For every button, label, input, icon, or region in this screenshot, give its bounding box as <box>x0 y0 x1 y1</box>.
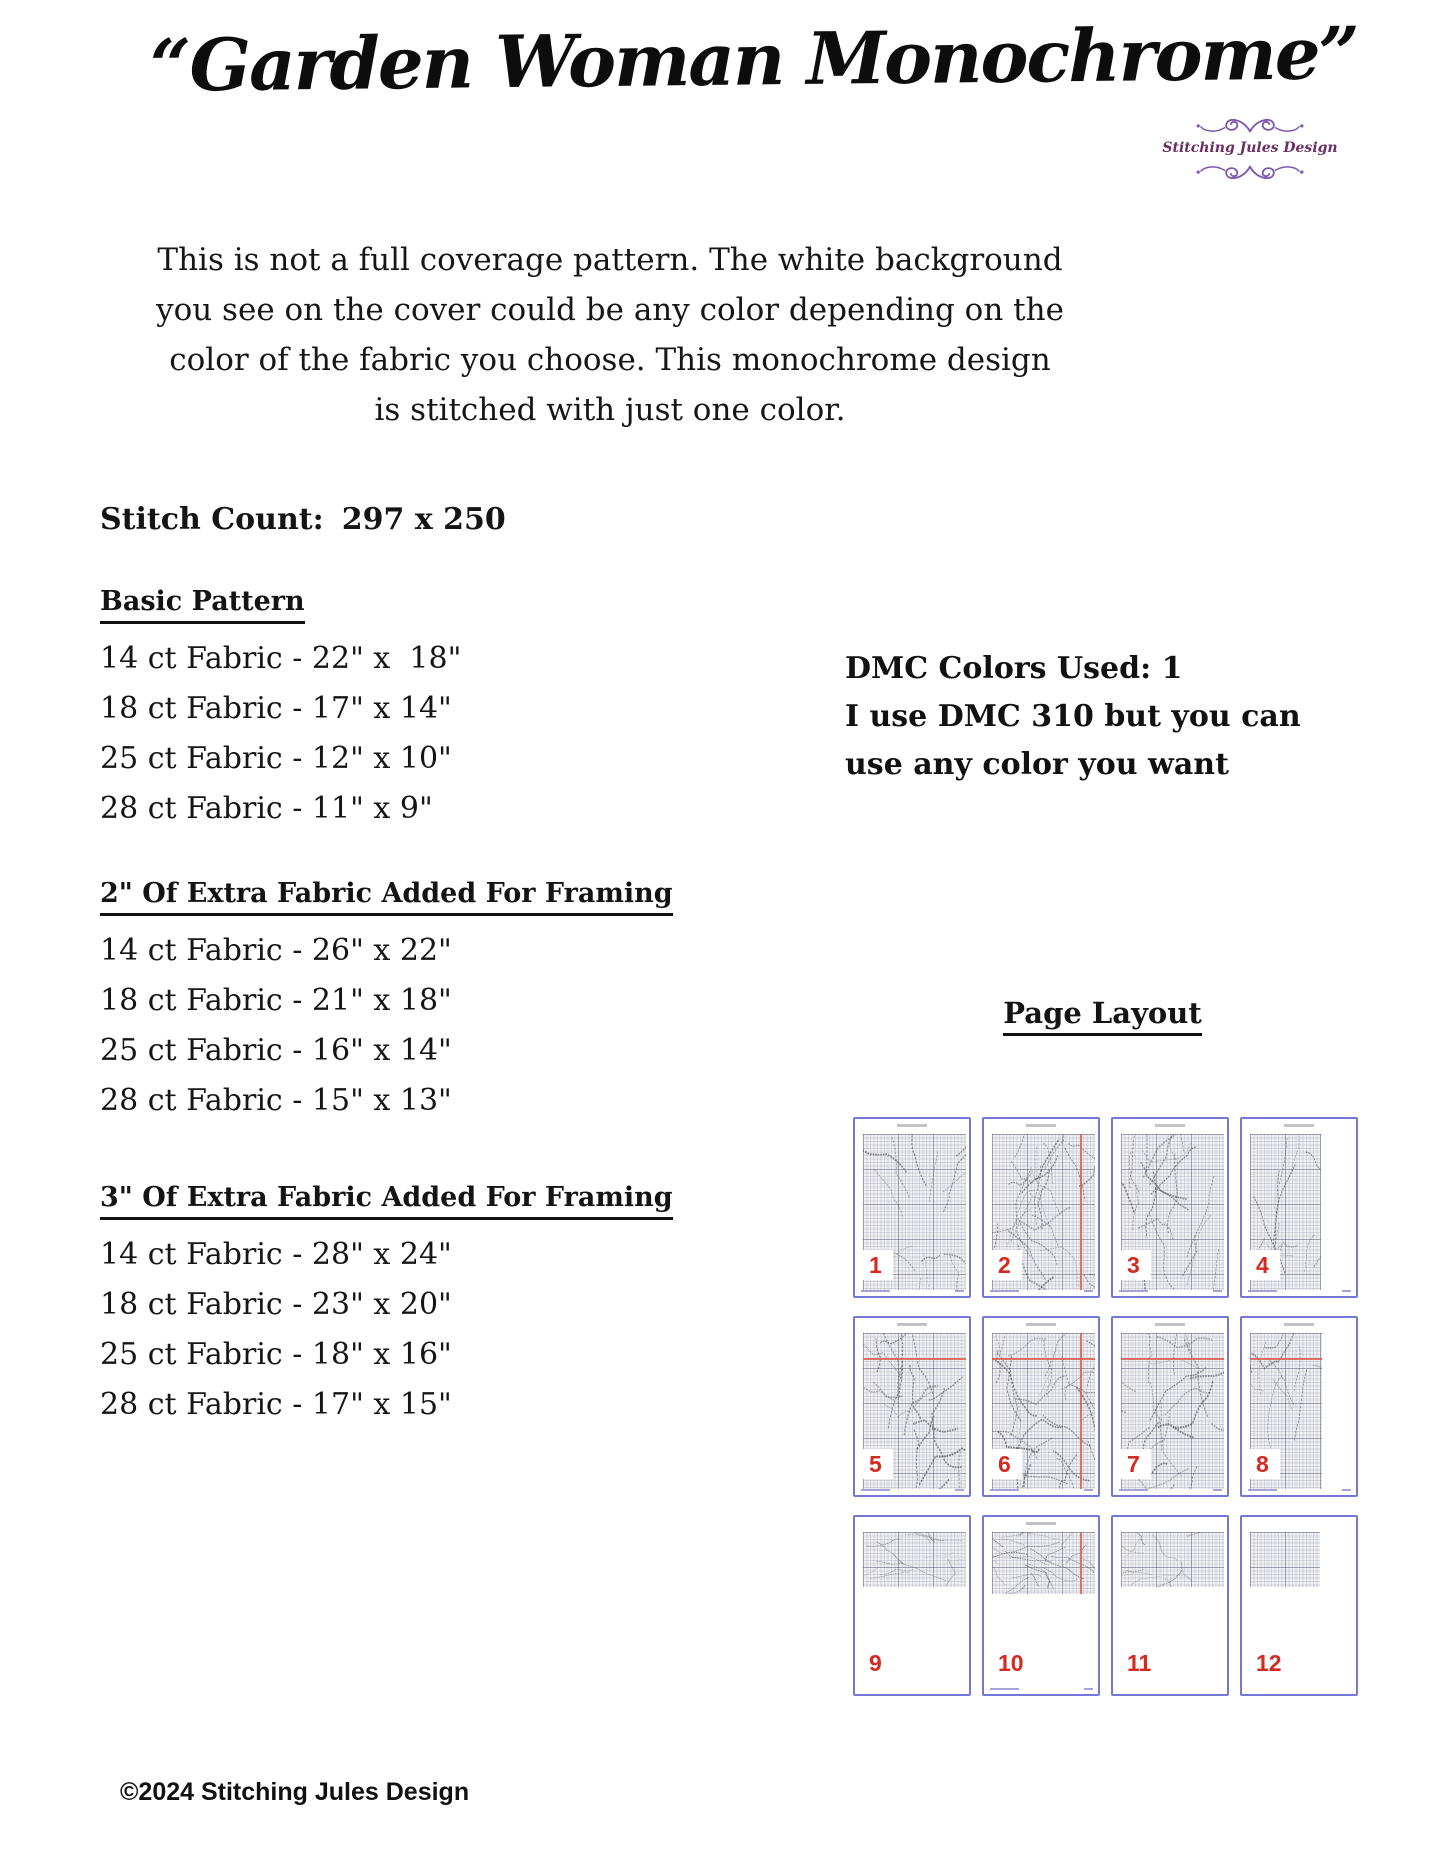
section-heading: 2" Of Extra Fabric Added For Framing <box>100 877 673 916</box>
fabric-size-list <box>100 926 673 1126</box>
fabric-size-row: 14 ct Fabric - 28" x 24" <box>100 1236 452 1272</box>
section-3in-framing <box>100 1181 673 1430</box>
dmc-note-line: I use DMC 310 but you can <box>845 699 1301 734</box>
thumb-footer-page <box>1342 1290 1351 1292</box>
dmc-note-line: use any color you want <box>845 747 1229 782</box>
fabric-size-row: 18 ct Fabric - 23" x 20" <box>100 1286 452 1322</box>
page-thumbnail <box>982 1316 1100 1497</box>
page-number: 10 <box>992 1648 1035 1678</box>
thumb-footer-page <box>1084 1489 1093 1491</box>
thumb-header-text <box>1284 1323 1314 1326</box>
fabric-size-row: 25 ct Fabric - 12" x 10" <box>100 740 452 776</box>
stitch-sketch <box>863 1532 966 1587</box>
intro-line: you see on the cover could be any color depending on the <box>156 292 1064 328</box>
thumb-header-text <box>1284 1124 1314 1127</box>
stitch-count-value: 297 x 250 <box>341 502 506 537</box>
stitch-count <box>100 502 506 537</box>
intro-line: This is not a full coverage pattern. The white background <box>157 242 1063 278</box>
page-number: 5 <box>863 1449 893 1479</box>
thumb-footer-page <box>955 1290 964 1292</box>
fabric-size-row: 25 ct Fabric - 16" x 14" <box>100 1032 452 1068</box>
page-number: 4 <box>1250 1250 1280 1280</box>
fabric-size-row: 28 ct Fabric - 11" x 9" <box>100 790 433 826</box>
page-number: 7 <box>1121 1449 1151 1479</box>
thumb-header-text <box>1155 1323 1185 1326</box>
thumb-header-text <box>1155 1124 1185 1127</box>
thumb-footer-text <box>990 1489 1020 1491</box>
page-layout-heading: Page Layout <box>1003 995 1202 1036</box>
fabric-size-row: 28 ct Fabric - 17" x 15" <box>100 1386 452 1422</box>
page-number: 12 <box>1250 1648 1293 1678</box>
page-thumbnail <box>853 1316 971 1497</box>
pattern-grid <box>992 1532 1095 1594</box>
red-centerline-h <box>1250 1358 1322 1360</box>
page-thumbnail <box>853 1515 971 1696</box>
dmc-colors-note <box>845 645 1365 789</box>
thumb-footer-text <box>861 1489 891 1491</box>
page-number: 3 <box>1121 1250 1151 1280</box>
fabric-size-list <box>100 1230 673 1430</box>
page-thumbnail <box>853 1117 971 1298</box>
fabric-size-list <box>100 634 461 834</box>
thumb-footer-text <box>1119 1489 1149 1491</box>
thumb-header-text <box>1026 1124 1056 1127</box>
page-layout-heading-wrap <box>845 995 1360 1036</box>
red-centerline-v <box>1080 1532 1082 1594</box>
red-centerline-h <box>863 1358 966 1360</box>
stitch-sketch <box>992 1532 1095 1594</box>
brand-name: Stitching Jules Design <box>1162 140 1338 156</box>
page-title: “Garden Woman Monochrome” <box>149 10 1359 108</box>
section-2in-framing <box>100 877 673 1126</box>
intro-line: is stitched with just one color. <box>374 392 846 428</box>
thumb-header-text <box>897 1124 927 1127</box>
page-thumbnail <box>1240 1316 1358 1497</box>
fabric-size-row: 18 ct Fabric - 21" x 18" <box>100 982 452 1018</box>
fabric-size-row: 25 ct Fabric - 18" x 16" <box>100 1336 452 1372</box>
page-number: 6 <box>992 1449 1022 1479</box>
page-thumbnail <box>1111 1515 1229 1696</box>
thumb-footer-text <box>1248 1290 1278 1292</box>
dmc-note-line: DMC Colors Used: 1 <box>845 651 1183 686</box>
page-number: 2 <box>992 1250 1022 1280</box>
thumb-footer-text <box>990 1688 1020 1690</box>
thumb-header-text <box>1026 1323 1056 1326</box>
brand-logo <box>1158 110 1342 188</box>
thumb-header-text <box>897 1323 927 1326</box>
page-thumbnail <box>1111 1316 1229 1497</box>
red-centerline-h <box>1121 1358 1224 1360</box>
fabric-size-row: 18 ct Fabric - 17" x 14" <box>100 690 452 726</box>
intro-paragraph <box>115 235 1105 435</box>
section-basic-pattern <box>100 585 461 834</box>
red-centerline-v <box>1080 1134 1082 1290</box>
stitch-sketch <box>1121 1532 1224 1587</box>
page-layout-grid <box>853 1117 1358 1696</box>
flourish-icon-bottom <box>1190 158 1310 188</box>
thumb-footer-text <box>861 1290 891 1292</box>
fabric-size-row: 14 ct Fabric - 26" x 22" <box>100 932 452 968</box>
copyright-footer: ©2024 Stitching Jules Design <box>120 1778 470 1806</box>
red-centerline-h <box>992 1358 1095 1360</box>
pattern-grid <box>1121 1532 1224 1587</box>
thumb-footer-page <box>1084 1290 1093 1292</box>
intro-line: color of the fabric you choose. This monochrome design <box>169 342 1051 378</box>
stitch-count-label: Stitch Count: <box>100 502 324 537</box>
fabric-size-row: 28 ct Fabric - 15" x 13" <box>100 1082 452 1118</box>
pattern-grid <box>1250 1532 1320 1587</box>
thumb-footer-page <box>1213 1290 1222 1292</box>
flourish-icon-top <box>1190 110 1310 140</box>
thumb-footer-page <box>1342 1489 1351 1491</box>
page-number: 9 <box>863 1648 893 1678</box>
thumb-footer-text <box>1119 1290 1149 1292</box>
fabric-size-row: 14 ct Fabric - 22" x 18" <box>100 640 462 676</box>
section-heading: Basic Pattern <box>100 585 305 624</box>
red-centerline-v <box>1080 1333 1082 1489</box>
pattern-grid <box>863 1532 966 1587</box>
page-thumbnail <box>982 1515 1100 1696</box>
page-thumbnail <box>1240 1117 1358 1298</box>
page-thumbnail <box>1240 1515 1358 1696</box>
thumb-footer-page <box>955 1489 964 1491</box>
page-thumbnail <box>982 1117 1100 1298</box>
thumb-footer-text <box>990 1290 1020 1292</box>
thumb-footer-page <box>1084 1688 1093 1690</box>
page-thumbnail <box>1111 1117 1229 1298</box>
section-heading: 3" Of Extra Fabric Added For Framing <box>100 1181 673 1220</box>
thumb-footer-text <box>1248 1489 1278 1491</box>
thumb-footer-page <box>1213 1489 1222 1491</box>
page-number: 11 <box>1121 1648 1162 1678</box>
page-number: 1 <box>863 1250 893 1280</box>
page-number: 8 <box>1250 1449 1280 1479</box>
thumb-header-text <box>1026 1522 1056 1525</box>
